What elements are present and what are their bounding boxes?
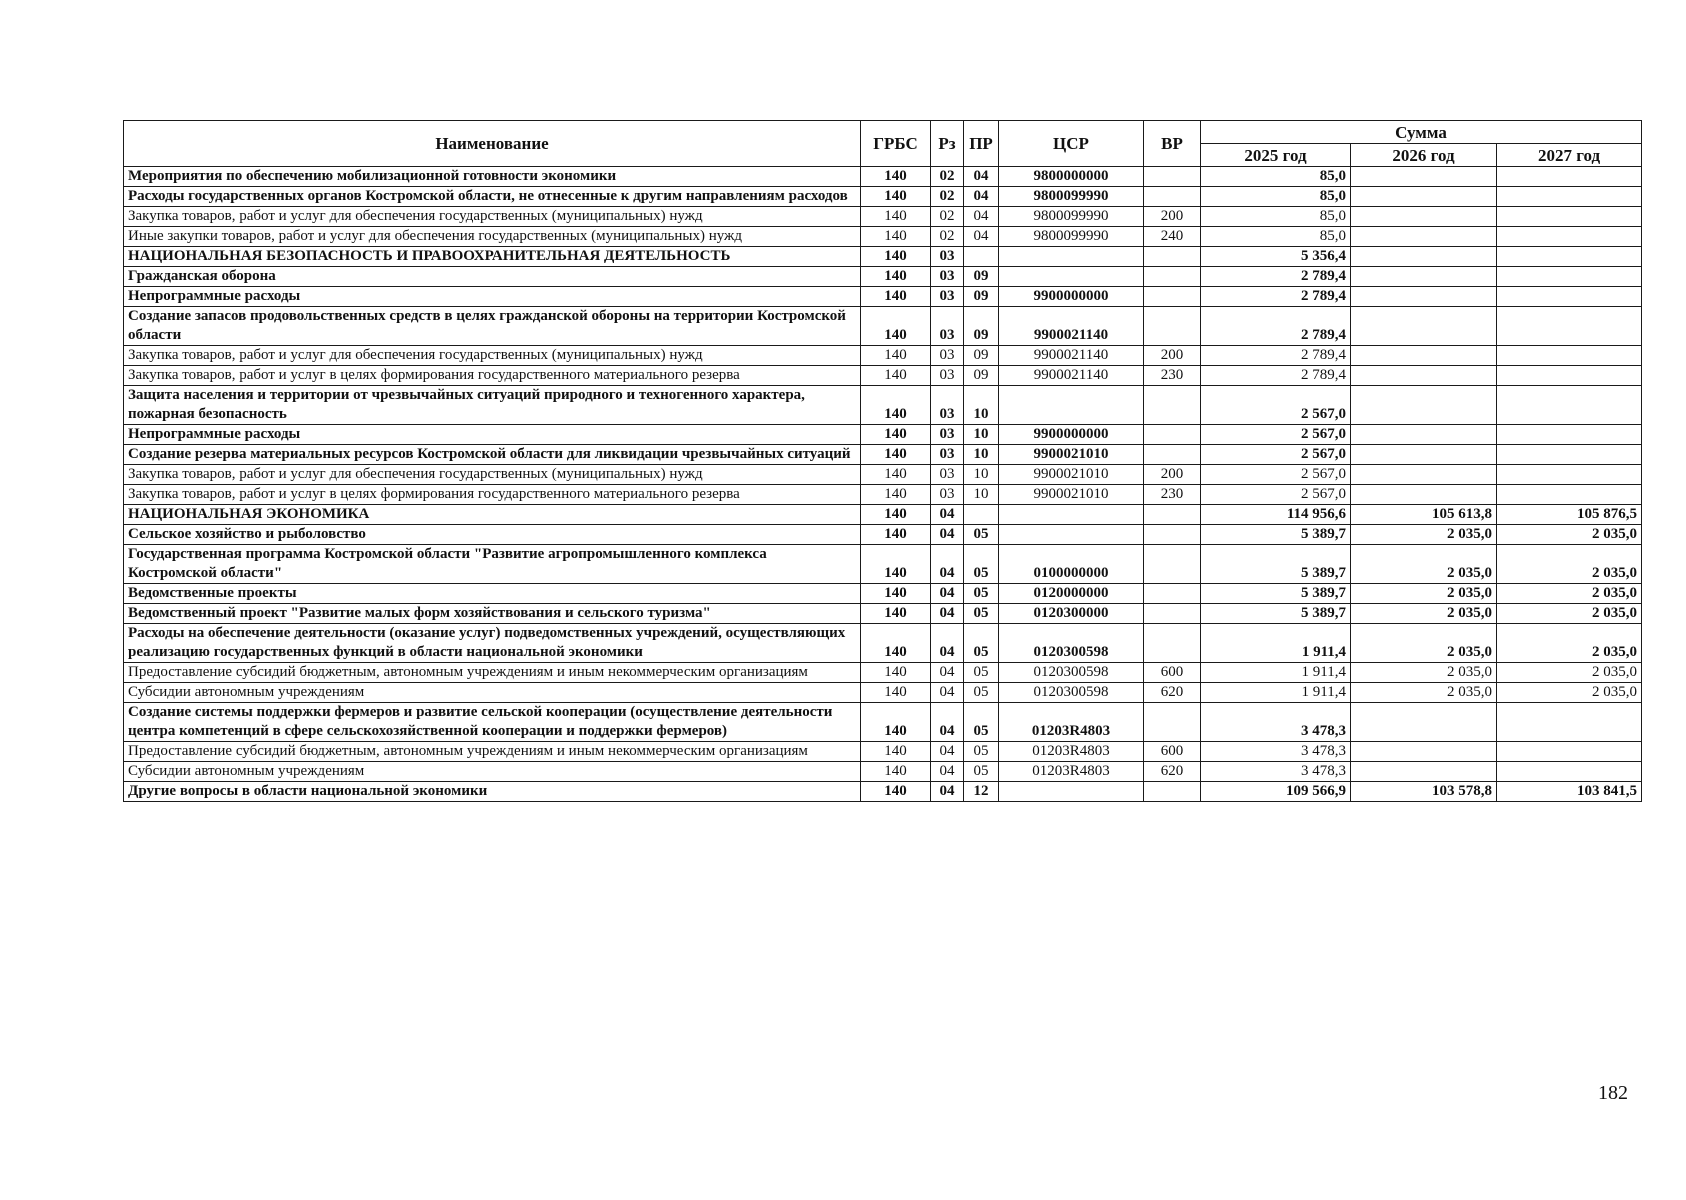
table-row (124, 167, 1642, 187)
row-pr-cell (964, 247, 999, 267)
table-row (124, 782, 1642, 802)
row-name-cell: Закупка товаров, работ и услуг для обеспечения государственных (муниципальных) нужд (124, 465, 861, 485)
row-name-cell: Предоставление субсидий бюджетным, автономным учреждениям и иным некоммерческим организациям (124, 663, 861, 683)
row-rz-cell: 02 (931, 227, 964, 247)
row-csr-cell: 9900021140 (999, 346, 1144, 366)
row-sum-2026-cell (1351, 703, 1497, 742)
row-vr-cell: 200 (1144, 207, 1201, 227)
row-csr-cell (999, 386, 1144, 425)
header-sum: Сумма (1201, 121, 1642, 144)
row-rz-cell: 04 (931, 525, 964, 545)
row-sum-2027-cell (1497, 167, 1642, 187)
row-grbs-cell: 140 (861, 762, 931, 782)
row-vr-cell: 230 (1144, 366, 1201, 386)
row-vr-cell: 620 (1144, 762, 1201, 782)
row-sum-2027-cell (1497, 703, 1642, 742)
table-row (124, 584, 1642, 604)
table-row (124, 604, 1642, 624)
row-csr-cell: 0120300598 (999, 624, 1144, 663)
table-row (124, 545, 1642, 584)
row-sum-2027-cell: 2 035,0 (1497, 525, 1642, 545)
table-row (124, 683, 1642, 703)
row-sum-2027-cell: 2 035,0 (1497, 545, 1642, 584)
row-rz-cell: 04 (931, 624, 964, 663)
row-sum-2025-cell: 2 567,0 (1201, 465, 1351, 485)
row-pr-cell: 09 (964, 366, 999, 386)
row-sum-2025-cell: 2 789,4 (1201, 287, 1351, 307)
row-sum-2026-cell (1351, 207, 1497, 227)
table-row (124, 525, 1642, 545)
row-sum-2026-cell (1351, 287, 1497, 307)
row-csr-cell: 9900021010 (999, 485, 1144, 505)
table-row (124, 307, 1642, 346)
row-csr-cell (999, 525, 1144, 545)
row-sum-2027-cell: 105 876,5 (1497, 505, 1642, 525)
row-sum-2026-cell: 103 578,8 (1351, 782, 1497, 802)
row-name-cell: Закупка товаров, работ и услуг для обеспечения государственных (муниципальных) нужд (124, 346, 861, 366)
row-rz-cell: 03 (931, 346, 964, 366)
row-csr-cell: 0120000000 (999, 584, 1144, 604)
row-vr-cell (1144, 445, 1201, 465)
row-sum-2027-cell (1497, 425, 1642, 445)
row-vr-cell (1144, 604, 1201, 624)
table-row (124, 267, 1642, 287)
row-pr-cell: 10 (964, 485, 999, 505)
row-pr-cell: 04 (964, 227, 999, 247)
row-vr-cell (1144, 425, 1201, 445)
row-rz-cell: 04 (931, 782, 964, 802)
table-row (124, 742, 1642, 762)
row-rz-cell: 03 (931, 425, 964, 445)
row-sum-2025-cell: 114 956,6 (1201, 505, 1351, 525)
row-pr-cell: 10 (964, 445, 999, 465)
row-pr-cell: 09 (964, 307, 999, 346)
row-sum-2027-cell: 2 035,0 (1497, 624, 1642, 663)
row-rz-cell: 04 (931, 742, 964, 762)
row-grbs-cell: 140 (861, 545, 931, 584)
row-grbs-cell: 140 (861, 604, 931, 624)
row-sum-2027-cell (1497, 187, 1642, 207)
budget-table (123, 120, 1642, 802)
row-rz-cell: 03 (931, 445, 964, 465)
row-sum-2026-cell (1351, 485, 1497, 505)
table-row (124, 445, 1642, 465)
row-name-cell: Мероприятия по обеспечению мобилизационной готовности экономики (124, 167, 861, 187)
row-csr-cell: 0120300598 (999, 663, 1144, 683)
header-vr: ВР (1144, 121, 1201, 167)
row-sum-2025-cell: 5 389,7 (1201, 525, 1351, 545)
row-csr-cell: 01203R4803 (999, 742, 1144, 762)
row-grbs-cell: 140 (861, 287, 931, 307)
row-csr-cell: 9800099990 (999, 227, 1144, 247)
row-sum-2025-cell: 5 389,7 (1201, 545, 1351, 584)
row-pr-cell: 04 (964, 187, 999, 207)
row-vr-cell (1144, 307, 1201, 346)
row-vr-cell (1144, 703, 1201, 742)
row-name-cell: Непрограммные расходы (124, 287, 861, 307)
row-grbs-cell: 140 (861, 525, 931, 545)
row-pr-cell: 05 (964, 703, 999, 742)
row-vr-cell: 600 (1144, 663, 1201, 683)
row-rz-cell: 04 (931, 703, 964, 742)
row-sum-2027-cell: 2 035,0 (1497, 604, 1642, 624)
table-row (124, 465, 1642, 485)
row-rz-cell: 02 (931, 207, 964, 227)
row-sum-2025-cell: 2 789,4 (1201, 366, 1351, 386)
table-row (124, 247, 1642, 267)
row-name-cell: Создание запасов продовольственных средств в целях гражданской обороны на территории Костромской области (124, 307, 861, 346)
table-row (124, 287, 1642, 307)
row-name-cell: Закупка товаров, работ и услуг в целях формирования государственного материального резерва (124, 485, 861, 505)
row-sum-2026-cell (1351, 167, 1497, 187)
row-vr-cell: 200 (1144, 465, 1201, 485)
row-sum-2026-cell (1351, 742, 1497, 762)
row-pr-cell: 09 (964, 287, 999, 307)
row-name-cell: Субсидии автономным учреждениям (124, 762, 861, 782)
row-vr-cell (1144, 624, 1201, 663)
row-pr-cell: 04 (964, 207, 999, 227)
row-rz-cell: 03 (931, 287, 964, 307)
row-sum-2025-cell: 2 567,0 (1201, 425, 1351, 445)
row-sum-2025-cell: 2 789,4 (1201, 267, 1351, 287)
row-rz-cell: 03 (931, 465, 964, 485)
row-vr-cell (1144, 584, 1201, 604)
row-sum-2026-cell (1351, 247, 1497, 267)
row-grbs-cell: 140 (861, 267, 931, 287)
row-rz-cell: 03 (931, 267, 964, 287)
row-grbs-cell: 140 (861, 624, 931, 663)
row-name-cell: Ведомственный проект "Развитие малых форм хозяйствования и сельского туризма" (124, 604, 861, 624)
row-sum-2026-cell (1351, 346, 1497, 366)
row-sum-2027-cell (1497, 366, 1642, 386)
row-pr-cell: 10 (964, 386, 999, 425)
table-row (124, 485, 1642, 505)
row-pr-cell: 05 (964, 762, 999, 782)
row-sum-2025-cell: 5 389,7 (1201, 604, 1351, 624)
row-sum-2025-cell: 2 789,4 (1201, 346, 1351, 366)
row-sum-2026-cell: 2 035,0 (1351, 604, 1497, 624)
row-sum-2027-cell (1497, 267, 1642, 287)
page-number: 182 (1598, 1082, 1628, 1104)
row-vr-cell: 200 (1144, 346, 1201, 366)
row-name-cell: НАЦИОНАЛЬНАЯ ЭКОНОМИКА (124, 505, 861, 525)
row-sum-2025-cell: 2 567,0 (1201, 485, 1351, 505)
row-grbs-cell: 140 (861, 207, 931, 227)
row-name-cell: Государственная программа Костромской области "Развитие агропромышленного комплекса Костромской области" (124, 545, 861, 584)
row-vr-cell (1144, 247, 1201, 267)
row-grbs-cell: 140 (861, 485, 931, 505)
row-sum-2025-cell: 1 911,4 (1201, 683, 1351, 703)
row-csr-cell: 9900000000 (999, 425, 1144, 445)
row-csr-cell (999, 782, 1144, 802)
row-name-cell: Расходы на обеспечение деятельности (оказание услуг) подведомственных учреждений, осуществляющих реализацию государственных функций в области национальной экономики (124, 624, 861, 663)
row-sum-2025-cell: 1 911,4 (1201, 624, 1351, 663)
row-csr-cell (999, 247, 1144, 267)
row-sum-2027-cell (1497, 386, 1642, 425)
row-sum-2027-cell: 2 035,0 (1497, 584, 1642, 604)
row-name-cell: Защита населения и территории от чрезвычайных ситуаций природного и техногенного характера, пожарная безопасность (124, 386, 861, 425)
header-year-2027: 2027 год (1497, 144, 1642, 167)
row-rz-cell: 03 (931, 247, 964, 267)
row-vr-cell (1144, 782, 1201, 802)
row-vr-cell: 240 (1144, 227, 1201, 247)
table-row (124, 762, 1642, 782)
row-grbs-cell: 140 (861, 445, 931, 465)
row-sum-2025-cell: 3 478,3 (1201, 703, 1351, 742)
row-sum-2027-cell: 103 841,5 (1497, 782, 1642, 802)
row-sum-2027-cell (1497, 762, 1642, 782)
row-csr-cell (999, 505, 1144, 525)
row-rz-cell: 04 (931, 545, 964, 584)
row-name-cell: Закупка товаров, работ и услуг для обеспечения государственных (муниципальных) нужд (124, 207, 861, 227)
row-sum-2027-cell (1497, 207, 1642, 227)
row-csr-cell: 0120300598 (999, 683, 1144, 703)
row-grbs-cell: 140 (861, 366, 931, 386)
row-grbs-cell: 140 (861, 663, 931, 683)
header-grbs: ГРБС (861, 121, 931, 167)
row-rz-cell: 04 (931, 505, 964, 525)
row-name-cell: Предоставление субсидий бюджетным, автономным учреждениям и иным некоммерческим организациям (124, 742, 861, 762)
row-sum-2026-cell: 2 035,0 (1351, 663, 1497, 683)
table-row (124, 366, 1642, 386)
row-sum-2027-cell (1497, 287, 1642, 307)
row-grbs-cell: 140 (861, 683, 931, 703)
row-rz-cell: 02 (931, 187, 964, 207)
row-grbs-cell: 140 (861, 167, 931, 187)
table-row (124, 227, 1642, 247)
row-sum-2027-cell (1497, 445, 1642, 465)
row-pr-cell: 09 (964, 346, 999, 366)
row-grbs-cell: 140 (861, 782, 931, 802)
row-sum-2026-cell (1351, 425, 1497, 445)
row-pr-cell: 05 (964, 683, 999, 703)
row-sum-2025-cell: 5 356,4 (1201, 247, 1351, 267)
row-sum-2027-cell (1497, 307, 1642, 346)
table-row (124, 187, 1642, 207)
row-sum-2026-cell (1351, 227, 1497, 247)
row-sum-2027-cell (1497, 465, 1642, 485)
row-csr-cell: 0120300000 (999, 604, 1144, 624)
table-row (124, 346, 1642, 366)
table-row (124, 663, 1642, 683)
row-pr-cell: 10 (964, 465, 999, 485)
row-pr-cell: 05 (964, 663, 999, 683)
row-rz-cell: 04 (931, 683, 964, 703)
row-name-cell: Непрограммные расходы (124, 425, 861, 445)
row-sum-2026-cell (1351, 445, 1497, 465)
row-vr-cell: 600 (1144, 742, 1201, 762)
row-rz-cell: 04 (931, 584, 964, 604)
row-rz-cell: 03 (931, 366, 964, 386)
row-pr-cell: 09 (964, 267, 999, 287)
row-grbs-cell: 140 (861, 227, 931, 247)
table-header (124, 121, 1642, 167)
row-name-cell: Субсидии автономным учреждениям (124, 683, 861, 703)
row-vr-cell (1144, 267, 1201, 287)
row-sum-2025-cell: 2 567,0 (1201, 445, 1351, 465)
row-sum-2026-cell: 2 035,0 (1351, 683, 1497, 703)
table-body (124, 167, 1642, 802)
row-pr-cell (964, 505, 999, 525)
row-sum-2027-cell (1497, 247, 1642, 267)
row-csr-cell: 9900021140 (999, 307, 1144, 346)
row-vr-cell (1144, 287, 1201, 307)
row-sum-2025-cell: 85,0 (1201, 227, 1351, 247)
row-sum-2026-cell (1351, 267, 1497, 287)
row-sum-2025-cell: 5 389,7 (1201, 584, 1351, 604)
row-sum-2027-cell (1497, 346, 1642, 366)
header-name: Наименование (124, 121, 861, 167)
row-sum-2026-cell: 105 613,8 (1351, 505, 1497, 525)
row-sum-2025-cell: 2 567,0 (1201, 386, 1351, 425)
row-name-cell: Создание резерва материальных ресурсов Костромской области для ликвидации чрезвычайных ситуаций (124, 445, 861, 465)
row-sum-2027-cell: 2 035,0 (1497, 683, 1642, 703)
row-sum-2027-cell (1497, 227, 1642, 247)
row-rz-cell: 04 (931, 663, 964, 683)
row-grbs-cell: 140 (861, 187, 931, 207)
row-sum-2025-cell: 85,0 (1201, 187, 1351, 207)
row-pr-cell: 12 (964, 782, 999, 802)
row-sum-2025-cell: 2 789,4 (1201, 307, 1351, 346)
row-name-cell: Создание системы поддержки фермеров и развитие сельской кооперации (осуществление деятельности центра компетенций в сфере сельскохозяйственной кооперации и поддержки фермеров) (124, 703, 861, 742)
row-csr-cell: 9800099990 (999, 207, 1144, 227)
row-csr-cell: 9900021010 (999, 465, 1144, 485)
row-sum-2025-cell: 109 566,9 (1201, 782, 1351, 802)
table-row (124, 703, 1642, 742)
row-pr-cell: 05 (964, 604, 999, 624)
header-csr: ЦСР (999, 121, 1144, 167)
row-csr-cell: 0100000000 (999, 545, 1144, 584)
row-grbs-cell: 140 (861, 307, 931, 346)
row-name-cell: Сельское хозяйство и рыболовство (124, 525, 861, 545)
row-vr-cell (1144, 386, 1201, 425)
header-rz: Рз (931, 121, 964, 167)
row-csr-cell: 9900021140 (999, 366, 1144, 386)
row-pr-cell: 10 (964, 425, 999, 445)
row-sum-2026-cell: 2 035,0 (1351, 525, 1497, 545)
row-grbs-cell: 140 (861, 386, 931, 425)
row-grbs-cell: 140 (861, 584, 931, 604)
row-sum-2026-cell (1351, 307, 1497, 346)
row-pr-cell: 05 (964, 584, 999, 604)
row-rz-cell: 02 (931, 167, 964, 187)
row-grbs-cell: 140 (861, 742, 931, 762)
row-pr-cell: 05 (964, 545, 999, 584)
row-csr-cell: 9900000000 (999, 287, 1144, 307)
row-sum-2026-cell: 2 035,0 (1351, 545, 1497, 584)
row-grbs-cell: 140 (861, 425, 931, 445)
row-csr-cell: 9800099990 (999, 187, 1144, 207)
row-vr-cell: 230 (1144, 485, 1201, 505)
header-year-2026: 2026 год (1351, 144, 1497, 167)
row-name-cell: Гражданская оборона (124, 267, 861, 287)
row-grbs-cell: 140 (861, 703, 931, 742)
row-name-cell: Иные закупки товаров, работ и услуг для обеспечения государственных (муниципальных) нужд (124, 227, 861, 247)
row-grbs-cell: 140 (861, 465, 931, 485)
header-year-2025: 2025 год (1201, 144, 1351, 167)
table-row (124, 624, 1642, 663)
table-row (124, 425, 1642, 445)
row-pr-cell: 04 (964, 167, 999, 187)
row-sum-2026-cell (1351, 187, 1497, 207)
row-name-cell: Другие вопросы в области национальной экономики (124, 782, 861, 802)
row-vr-cell (1144, 167, 1201, 187)
row-sum-2026-cell (1351, 366, 1497, 386)
row-csr-cell: 9900021010 (999, 445, 1144, 465)
row-sum-2025-cell: 85,0 (1201, 207, 1351, 227)
row-name-cell: Закупка товаров, работ и услуг в целях формирования государственного материального резерва (124, 366, 861, 386)
row-name-cell: НАЦИОНАЛЬНАЯ БЕЗОПАСНОСТЬ И ПРАВООХРАНИТЕЛЬНАЯ ДЕЯТЕЛЬНОСТЬ (124, 247, 861, 267)
row-sum-2027-cell: 2 035,0 (1497, 663, 1642, 683)
row-sum-2026-cell (1351, 386, 1497, 425)
row-sum-2025-cell: 1 911,4 (1201, 663, 1351, 683)
row-name-cell: Ведомственные проекты (124, 584, 861, 604)
row-sum-2025-cell: 3 478,3 (1201, 762, 1351, 782)
row-vr-cell: 620 (1144, 683, 1201, 703)
row-grbs-cell: 140 (861, 505, 931, 525)
table-row (124, 505, 1642, 525)
row-csr-cell (999, 267, 1144, 287)
row-name-cell: Расходы государственных органов Костромской области, не отнесенные к другим направлениям расходов (124, 187, 861, 207)
row-grbs-cell: 140 (861, 346, 931, 366)
table-row (124, 386, 1642, 425)
row-sum-2026-cell (1351, 465, 1497, 485)
row-sum-2027-cell (1497, 485, 1642, 505)
row-vr-cell (1144, 545, 1201, 584)
row-csr-cell: 9800000000 (999, 167, 1144, 187)
row-sum-2027-cell (1497, 742, 1642, 762)
row-pr-cell: 05 (964, 742, 999, 762)
row-vr-cell (1144, 187, 1201, 207)
row-sum-2025-cell: 85,0 (1201, 167, 1351, 187)
row-rz-cell: 03 (931, 386, 964, 425)
row-sum-2026-cell: 2 035,0 (1351, 584, 1497, 604)
row-rz-cell: 03 (931, 485, 964, 505)
table-row (124, 207, 1642, 227)
row-rz-cell: 03 (931, 307, 964, 346)
row-pr-cell: 05 (964, 624, 999, 663)
row-grbs-cell: 140 (861, 247, 931, 267)
row-rz-cell: 04 (931, 604, 964, 624)
row-rz-cell: 04 (931, 762, 964, 782)
header-pr: ПР (964, 121, 999, 167)
row-pr-cell: 05 (964, 525, 999, 545)
row-csr-cell: 01203R4803 (999, 762, 1144, 782)
row-sum-2026-cell (1351, 762, 1497, 782)
row-vr-cell (1144, 525, 1201, 545)
row-sum-2025-cell: 3 478,3 (1201, 742, 1351, 762)
row-sum-2026-cell: 2 035,0 (1351, 624, 1497, 663)
row-vr-cell (1144, 505, 1201, 525)
row-csr-cell: 01203R4803 (999, 703, 1144, 742)
